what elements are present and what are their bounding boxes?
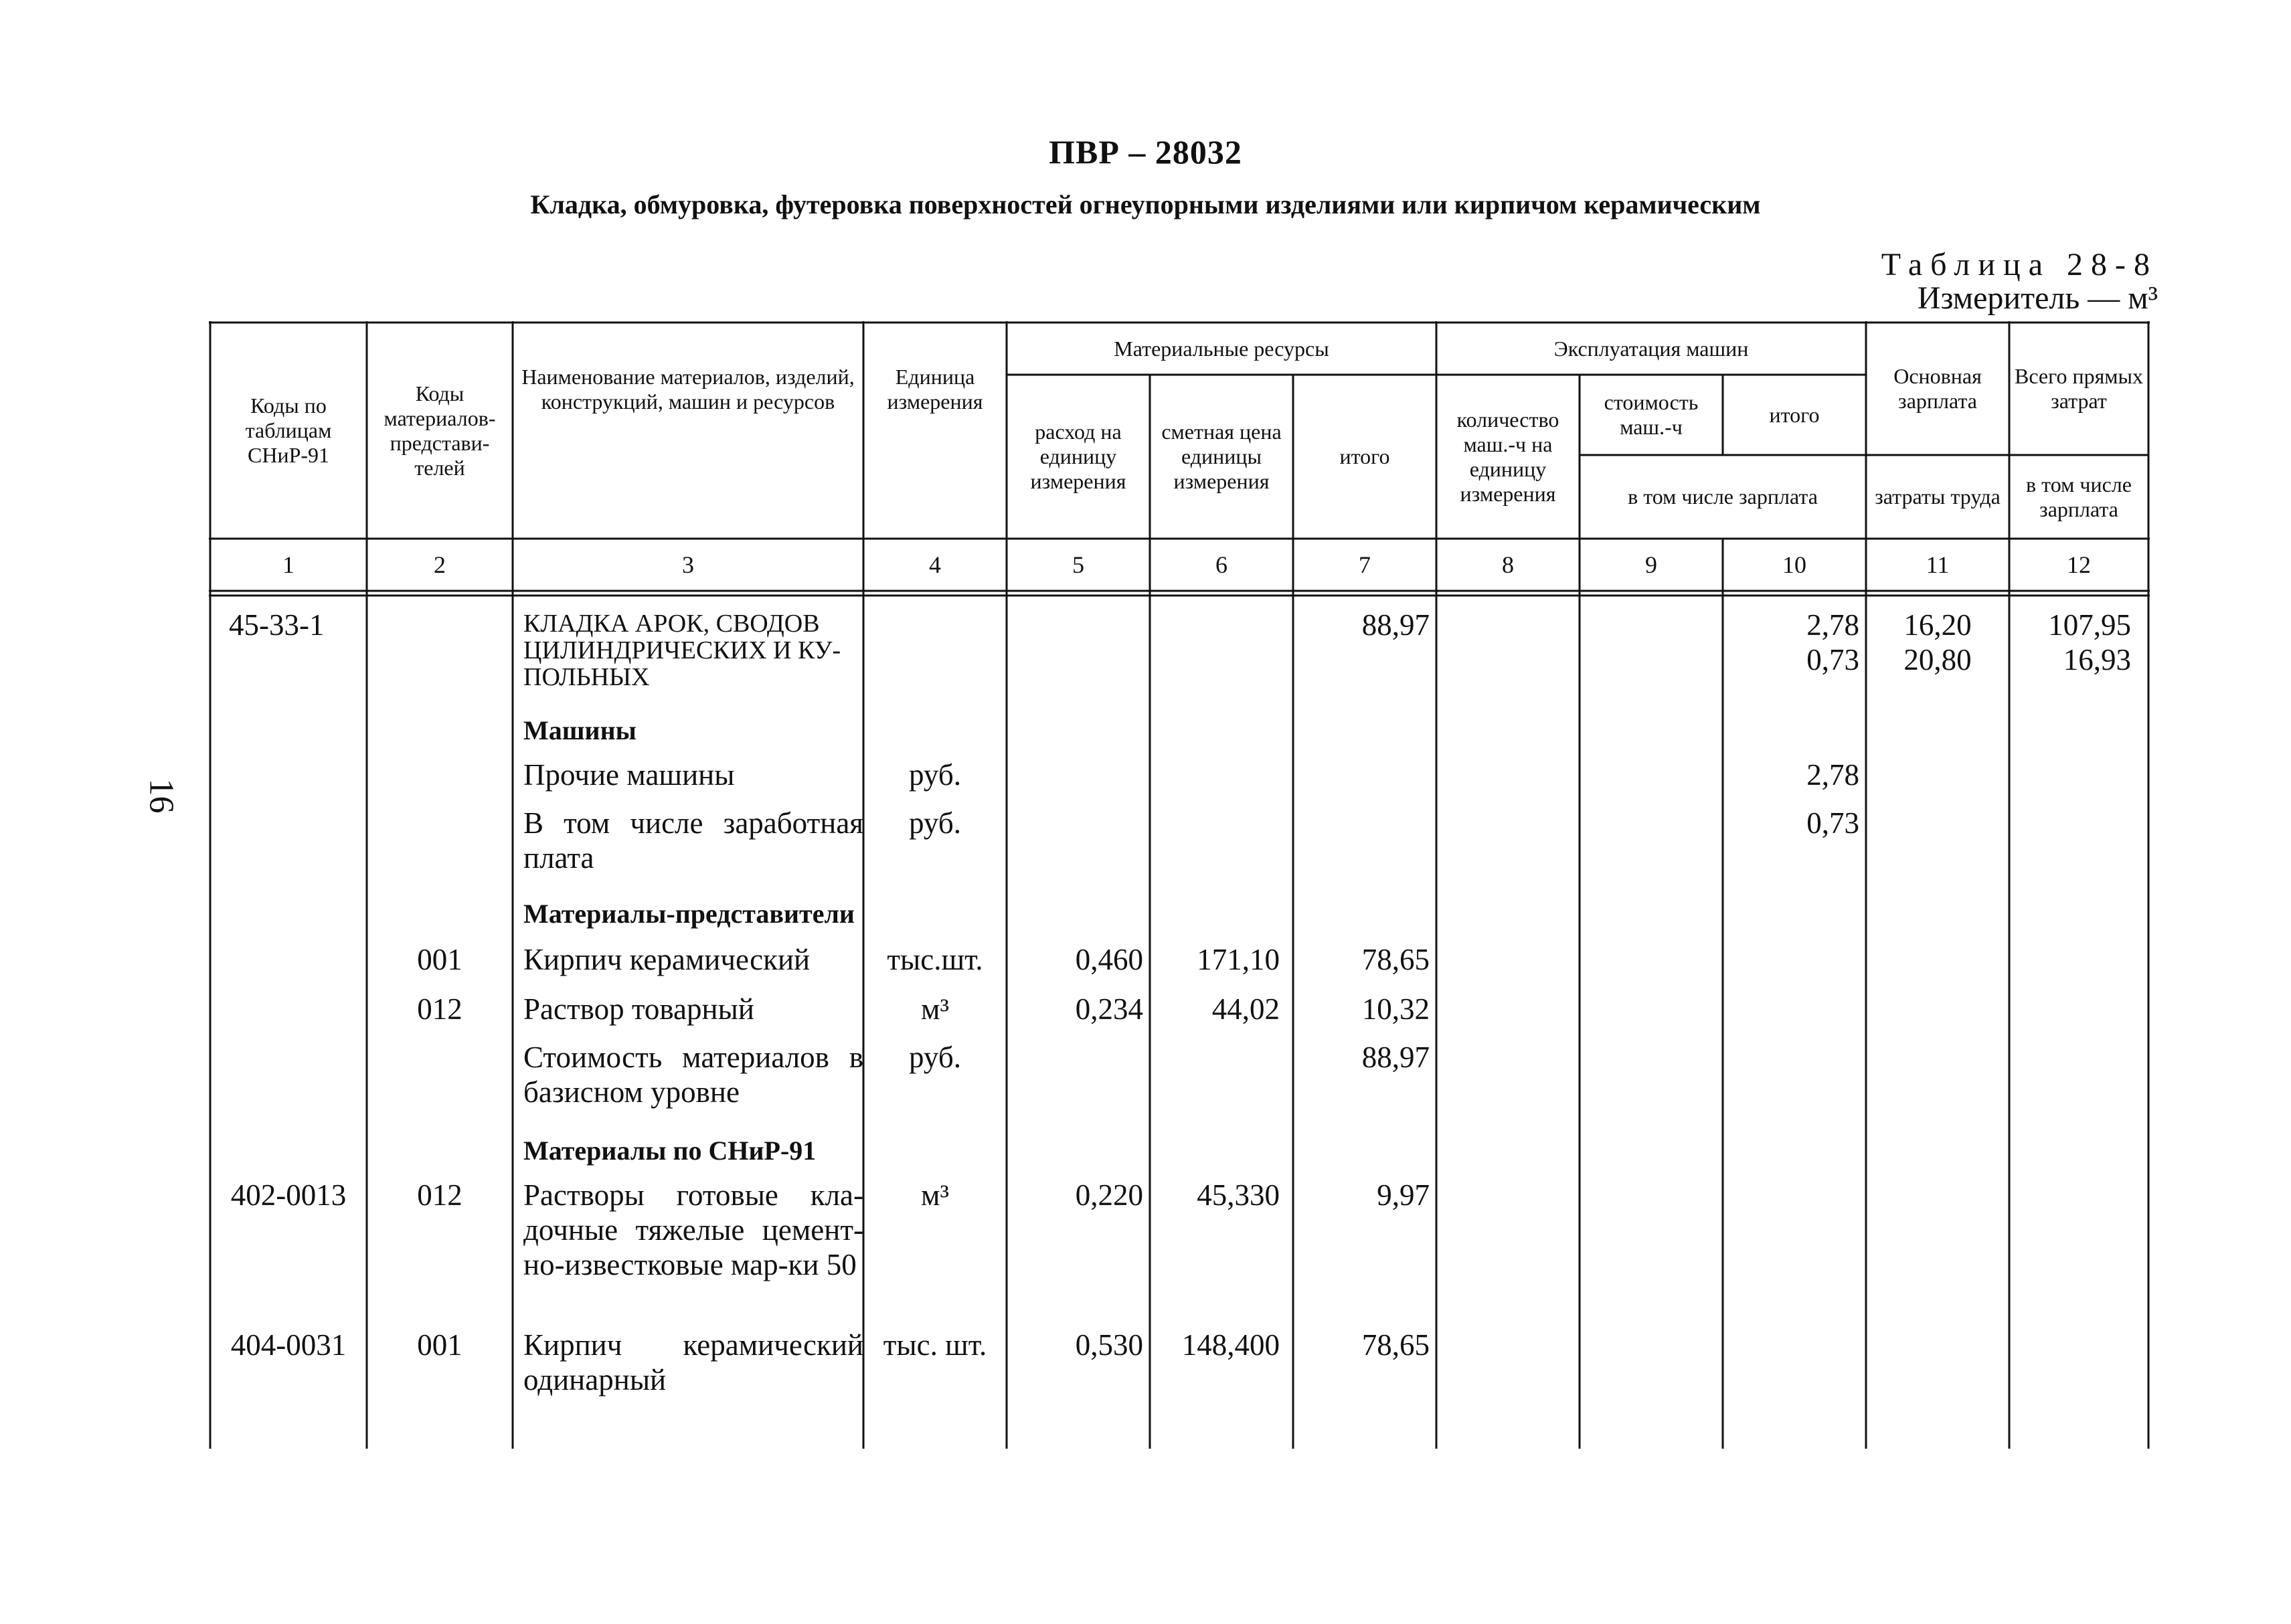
main-item-name: КЛАДКА АРОК, СВОДОВ ЦИЛИНДРИЧЕСКИХ И КУ-ПОЛЬНЫХ	[523, 610, 841, 691]
machine-row-name: Прочие машины	[523, 758, 735, 792]
material-rep-code: 001	[417, 1328, 462, 1362]
main-machine-wage: 0,73	[1806, 643, 1859, 676]
machine-wage-name: В том числе заработная плата	[523, 806, 863, 875]
material-cost-name: Стоимость материалов в базисном уровне	[523, 1041, 863, 1109]
col-header-machine-cost: стоимость маш.-ч	[1604, 390, 1699, 439]
column-number: 8	[1502, 551, 1514, 578]
machine-wage-unit: руб.	[909, 806, 961, 840]
resource-table	[209, 321, 2150, 1449]
col-header-unit-price: сметная цена единицы измерения	[1161, 420, 1282, 493]
page-subtitle: Кладка, обмуровка, футеровка поверхностей огнеупорными изделиями или кирпичом керамическим	[530, 189, 1761, 219]
main-direct-wage: 16,93	[2063, 643, 2131, 676]
material-price: 44,02	[1211, 992, 1280, 1026]
col-header-material-resources: Материальные ресурсы	[1114, 336, 1329, 361]
col-header-machine-operation: Эксплуатация машин	[1553, 336, 1749, 361]
material-cost-total: 88,97	[1361, 1041, 1430, 1074]
material-rep-code: 012	[417, 1178, 462, 1212]
snip-code: 404-0031	[230, 1328, 347, 1362]
page-number: 16	[142, 778, 181, 814]
main-material-total: 88,97	[1361, 608, 1430, 642]
material-rep-code: 001	[417, 943, 462, 976]
machine-row-unit: руб.	[909, 758, 961, 792]
material-price: 171,10	[1197, 943, 1280, 976]
material-name: Кирпич керамический	[523, 943, 811, 976]
column-number: 3	[682, 551, 694, 578]
col-header-rep-codes: Коды материалов-представи-телей	[384, 381, 496, 480]
material-total: 78,65	[1361, 1328, 1430, 1362]
material-price: 148,400	[1181, 1328, 1280, 1362]
col-header-machine-wage: в том числе зарплата	[1628, 484, 1818, 509]
col-header-base-wage: Основная зарплата	[1893, 364, 1982, 413]
main-machine-total: 2,78	[1806, 608, 1859, 642]
material-price: 45,330	[1197, 1178, 1280, 1212]
col-header-material-total: итого	[1339, 444, 1390, 468]
col-header-name: Наименование материалов, изделий, конструкций, машин и ресурсов	[521, 365, 855, 414]
column-number: 4	[929, 551, 941, 578]
material-name: Кирпич керамический одинарный	[523, 1328, 863, 1396]
column-number: 10	[1782, 551, 1806, 578]
col-header-machine-total: итого	[1769, 402, 1820, 427]
material-total: 9,97	[1377, 1178, 1430, 1212]
col-header-machine-hours: количество маш.-ч на единицу измерения	[1456, 407, 1559, 506]
col-header-direct-costs: Всего прямых затрат	[2014, 364, 2144, 413]
column-number: 9	[1645, 551, 1657, 578]
col-header-unit: Единица измерения	[887, 365, 983, 414]
col-header-labor: затраты труда	[1875, 484, 2001, 509]
page-title: ПВР – 28032	[1049, 133, 1242, 171]
material-cost-unit: руб.	[909, 1041, 961, 1074]
column-number: 12	[2067, 551, 2091, 578]
col-header-direct-wage: в том числе зарплата	[2026, 472, 2132, 521]
material-name: Растворы готовые кла-дочные тяжелые цемент-но-известковые мар-ки 50	[523, 1178, 863, 1281]
column-number: 11	[1926, 551, 1950, 578]
main-labor: 20,80	[1903, 643, 1972, 676]
material-total: 78,65	[1361, 943, 1430, 976]
material-consumption: 0,220	[1075, 1178, 1143, 1212]
section-machines: Машины	[523, 715, 637, 745]
column-number: 2	[434, 551, 446, 578]
material-name: Раствор товарный	[523, 992, 754, 1026]
material-consumption: 0,234	[1075, 992, 1143, 1026]
table-number: Таблица 28-8	[1881, 247, 2158, 282]
material-consumption: 0,460	[1075, 943, 1143, 976]
section-snip-materials: Материалы по СНиР-91	[523, 1136, 817, 1166]
main-base-wage: 16,20	[1903, 608, 1972, 642]
machine-row-total: 2,78	[1806, 758, 1859, 792]
main-direct-costs: 107,95	[2048, 608, 2131, 642]
material-rep-code: 012	[417, 992, 462, 1026]
material-unit: м³	[921, 1178, 949, 1212]
column-number: 6	[1215, 551, 1227, 578]
section-representative-materials: Материалы-представители	[523, 899, 855, 929]
material-unit: тыс.шт.	[887, 943, 983, 976]
material-consumption: 0,530	[1075, 1328, 1143, 1362]
snip-code: 402-0013	[230, 1178, 347, 1212]
material-unit: тыс. шт.	[883, 1328, 987, 1362]
col-header-snip-codes: Коды по таблицам СНиР-91	[245, 393, 332, 467]
table-unit: Измеритель — м³	[1917, 280, 2158, 316]
material-unit: м³	[921, 992, 949, 1026]
column-number: 7	[1359, 551, 1371, 578]
column-number: 5	[1072, 551, 1084, 578]
column-number: 1	[282, 551, 294, 578]
main-item-code: 45-33-1	[229, 608, 325, 642]
col-header-consumption: расход на единицу измерения	[1030, 420, 1126, 493]
material-total: 10,32	[1361, 992, 1430, 1026]
machine-wage-total: 0,73	[1806, 806, 1859, 840]
